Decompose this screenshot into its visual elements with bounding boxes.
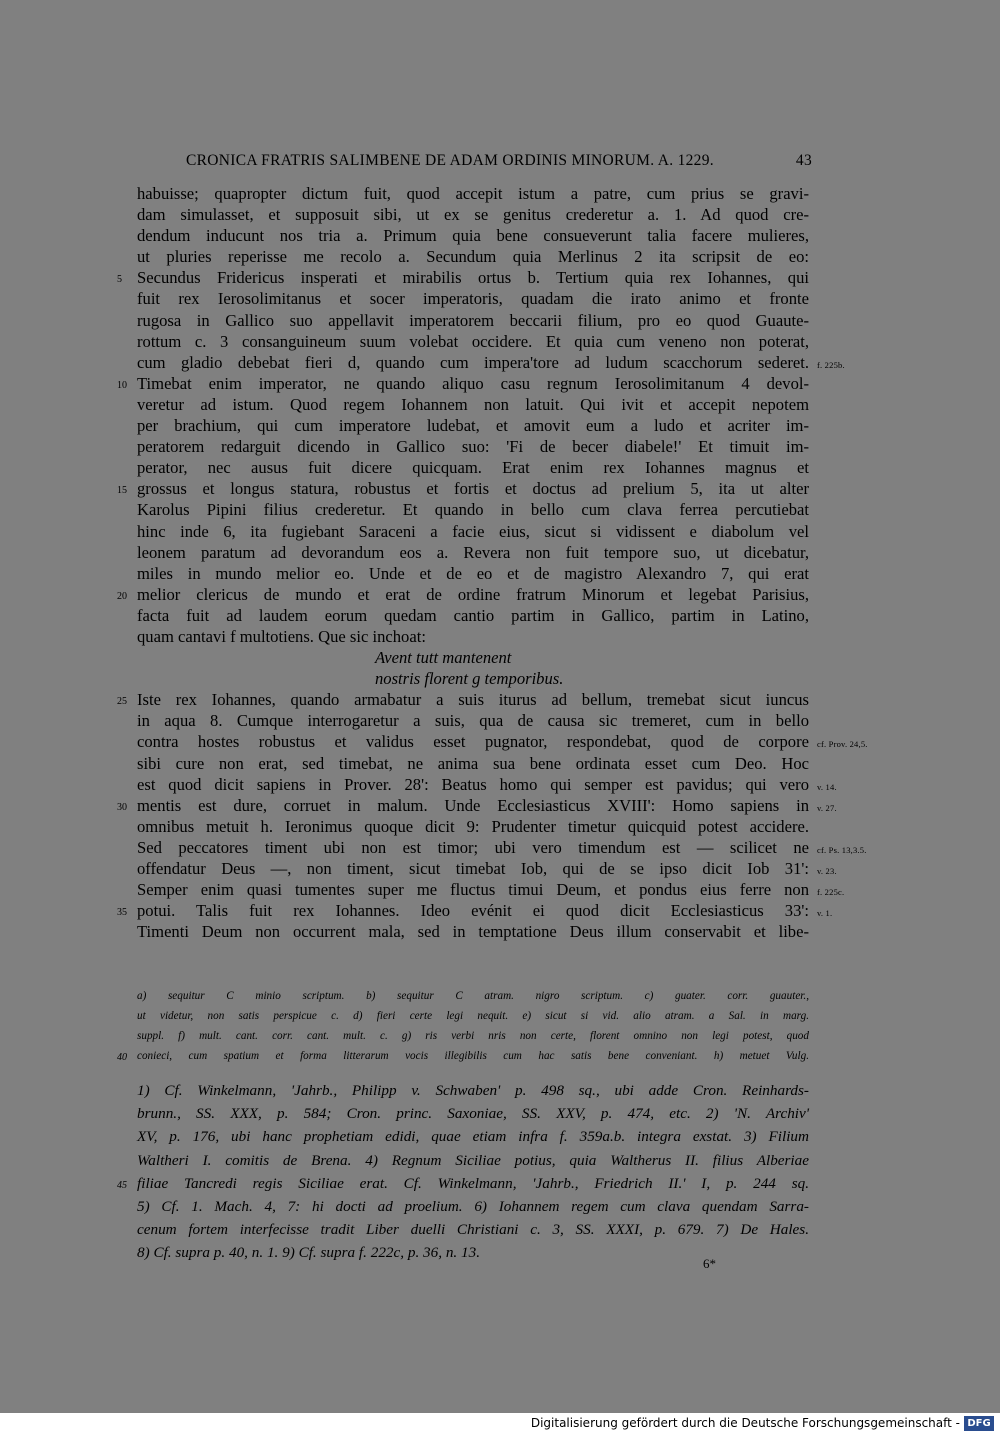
apparatus-line [137, 1006, 809, 1026]
text-line [137, 183, 809, 204]
text-line-text: Secundus Fridericus insperati et mirabilis ortus b. Tertium quia rex Iohannes, qui [137, 268, 809, 288]
note-line-text: XV, p. 176, ubi hanc prophetiam edidi, quae etiam infra f. 359a.b. integra exstat. 3) Filium [137, 1128, 809, 1146]
text-line [117, 795, 837, 816]
note-line-text: filiae Tancredi regis Siciliae erat. Cf. Winkelmann, 'Jahrb., Friedrich II.' I, p. 244 sq. [137, 1174, 809, 1192]
text-line-text: perator, nec ausus fuit dicere quicquam. Erat enim rex Iohannes magnus et [137, 458, 809, 478]
text-line-text: sibi cure non erat, sed timebat, ne anima sua bene ordinata esset cum Deo. Hoc [137, 753, 809, 773]
text-line [117, 478, 809, 499]
text-line [137, 710, 809, 731]
text-line-text: contra hostes robustus et validus esset pugnator, respondebat, quod de corpore [137, 732, 809, 752]
note-line-text: 5) Cf. 1. Mach. 4, 7: hi docti ad proelium. 6) Iohannem regem cum clava quendam Sarra- [137, 1198, 809, 1216]
text-line-text: melior clericus de mundo et erat de ordine fratrum Minorum et legebat Parisius, [137, 584, 809, 604]
marginal-note: f. 225b. [817, 359, 845, 370]
running-title: CRONICA FRATRIS SALIMBENE DE ADAM ORDINIS MINORUM. A. 1229. [186, 152, 714, 169]
text-line [117, 267, 809, 288]
text-line [137, 858, 837, 879]
text-line [137, 647, 809, 668]
dfg-logo: DFG [964, 1416, 994, 1431]
text-line [137, 394, 809, 415]
text-line-text: Timenti Deum non occurrent mala, sed in temptatione Deus illum conservabit et libe- [137, 922, 809, 942]
text-line-text: Avent tutt mantenent [375, 648, 512, 668]
text-line [137, 457, 809, 478]
note-line [137, 1102, 809, 1125]
main-text [117, 183, 868, 942]
text-line-text: facta fuit ad laudem eorum quedam cantio partim in Gallico, partim in Latino, [137, 605, 809, 625]
text-line [137, 542, 809, 563]
line-number: 5 [117, 274, 122, 286]
line-number: 40 [117, 1052, 127, 1063]
text-line [117, 689, 809, 710]
text-line-text: ut pluries reperisse me recolo a. Secundum quia Merlinus 2 ita scripsit de eo: [137, 247, 809, 267]
text-line [137, 563, 809, 584]
marginal-note: v. 23. [817, 866, 837, 876]
footer-credit: Digitalisierung gefördert durch die Deutsche Forschungsgemeinschaft - [530, 1416, 960, 1430]
apparatus-line [137, 1026, 809, 1046]
apparatus-line [137, 986, 809, 1006]
marginal-note: v. 27. [817, 802, 837, 813]
marginal-note: v. 1. [817, 908, 833, 919]
note-line-text: 8) Cf. supra p. 40, n. 1. 9) Cf. supra f. 222c, p. 36, n. 13. [137, 1244, 480, 1262]
text-line-text: mentis est dure, corruet in malum. Unde Ecclesiasticus XVIII': Homo sapiens in [137, 795, 809, 815]
text-line [137, 837, 867, 858]
text-line [137, 521, 809, 542]
note-line [117, 1172, 809, 1195]
text-line-text: potui. Talis fuit rex Iohannes. Ideo evénit ei quod dicit Ecclesiasticus 33': [137, 901, 809, 921]
text-line-text: grossus et longus statura, robustus et fortis et doctus ad prelium 5, ita ut alter [137, 479, 809, 499]
note-line [137, 1218, 809, 1241]
running-header [186, 152, 812, 170]
marginal-note: cf. Prov. 24,5. [817, 739, 868, 750]
text-line-text: dendum inducunt nos tria a. Primum quia bene consueverunt talia facere mulieres, [137, 226, 809, 246]
text-line-text: omnibus metuit h. Ieronimus quoque dicit 9: Prudenter timetur quicquid potest accidere. [137, 816, 809, 836]
text-line [117, 584, 809, 605]
text-line-text: Timebat enim imperator, ne quando aliquo casu regnum Ierosolimitanum 4 devol- [137, 373, 809, 393]
text-line-text: veretur ad istum. Quod regem Iohannem non latuit. Qui ivit et accepit nepotem [137, 394, 809, 414]
text-line-text: rugosa in Gallico suo appellavit imperatorem beccarii filium, pro eo quod Guaute- [137, 310, 809, 330]
text-line [137, 436, 809, 457]
signature-mark: 6* [703, 1256, 716, 1271]
footer-bar [0, 1413, 1000, 1434]
note-line [137, 1149, 809, 1172]
line-number: 15 [117, 485, 127, 497]
page-number: 43 [795, 152, 812, 169]
text-line [117, 373, 809, 394]
text-line [137, 288, 809, 309]
apparatus-line-text: suppl. f) mult. cant. corr. cant. mult. c. g) ris verbi nris non certe, florent omnino non legi potest, quod [137, 1030, 809, 1042]
note-line [137, 1079, 809, 1102]
line-number: 10 [117, 379, 127, 391]
text-line [137, 310, 809, 331]
text-line [117, 900, 833, 921]
note-line-text: 1) Cf. Winkelmann, 'Jahrb., Philipp v. Schwaben' p. 498 sq., ubi adde Cron. Reinhards- [137, 1082, 809, 1099]
text-line [137, 225, 809, 246]
note-line-text: brunn., SS. XXX, p. 584; Cron. princ. Saxoniae, SS. XXV, p. 474, etc. 2) 'N. Archiv' [137, 1105, 809, 1123]
line-number: 20 [117, 590, 127, 602]
text-line [137, 668, 809, 689]
text-line [137, 605, 809, 626]
text-line-text: Semper enim quasi tumentes super me fluctus timui Deum, et pondus eius ferre non [137, 880, 809, 900]
text-line [137, 499, 809, 520]
text-line [137, 774, 837, 795]
text-line-text: quam cantavi f multotiens. Que sic inchoat: [137, 626, 426, 646]
text-line-text: offendatur Deus —, non timent, sicut timebat Iob, qui de se ipso dicit Iob 31': [137, 859, 809, 878]
text-line-text: peratorem redarguit dicendo in Gallico suo: 'Fi de becer diabele!' Et timuit im- [137, 437, 809, 457]
text-line [137, 204, 809, 225]
note-line [137, 1125, 809, 1148]
line-number: 45 [117, 1179, 127, 1191]
marginal-note: v. 14. [817, 781, 837, 792]
text-line [137, 246, 809, 267]
text-line [137, 626, 809, 647]
text-line-text: rottum c. 3 consanguineum suum volebat occidere. Et quia cum veneno non poterat, [137, 331, 809, 351]
text-line [137, 415, 809, 436]
text-line [137, 753, 809, 774]
text-line-text: cum gladio debebat fieri d, quando cum impera'tore ad ludum scacchorum sederet. [137, 352, 809, 372]
text-line [137, 816, 809, 837]
text-line-text: est quod dicit sapiens in Prover. 28': Beatus homo qui semper est pavidus; qui vero [137, 774, 809, 794]
apparatus-line-text: conieci, cum spatium et forma litterarum vocis illegibilis cum hac satis bene conveniant. h) metuet Vulg. [137, 1050, 809, 1062]
marginal-note: cf. Ps. 13,3.5. [817, 844, 867, 855]
apparatus-line [117, 1046, 809, 1066]
text-line-text: fuit rex Ierosolimitanus et socer imperatoris, quadam die irato animo et fronte [137, 289, 809, 309]
text-line [137, 921, 809, 942]
text-line [137, 731, 868, 752]
apparatus-line-text: ut videtur, non satis perspicue c. d) fieri certe legi nequit. e) sicut si vid. alio atram. a Sal. in marg. [137, 1010, 809, 1022]
text-line-text: miles in mundo melior eo. Unde et de eo et de magistro Alexandro 7, qui erat [137, 563, 809, 583]
text-line-text: Karolus Pipini filius crederetur. Et quando in bello cum clava ferrea percutiebat [137, 500, 809, 520]
text-line-text: Iste rex Iohannes, quando armabatur a suis iturus ad bellum, tremebat sicut iuncus [137, 690, 809, 710]
critical-apparatus [117, 986, 809, 1066]
line-number: 35 [117, 907, 127, 919]
line-number: 25 [117, 696, 127, 708]
text-line [137, 879, 845, 900]
text-line-text: hinc inde 6, ita fugiebant Saraceni a facie eius, sicut si vidissent e diabolum vel [137, 521, 809, 541]
note-line [137, 1195, 809, 1218]
line-number: 30 [117, 801, 127, 813]
text-line-text: in aqua 8. Cumque interrogaretur a suis, qua de causa sic tremeret, cum in bello [137, 711, 809, 731]
text-line-text: dam simulasset, et supposuit sibi, ut ex se genitus crederetur a. 1. Ad quod cre- [137, 205, 809, 225]
text-line-text: habuisse; quapropter dictum fuit, quod accepit istum a patre, cum prius se gravi- [137, 184, 809, 203]
footnotes [117, 1079, 809, 1265]
text-line-text: nostris florent g temporibus. [375, 669, 564, 689]
note-line-text: Waltheri I. comitis de Brena. 4) Regnum Siciliae potius, quia Waltherus II. filius Alberiae [137, 1151, 809, 1169]
note-line-text: cenum fortem interfecisse tradit Liber duelli Christiani c. 3, SS. XXXI, p. 679. 7) De Hales. [137, 1221, 809, 1239]
text-line [137, 352, 845, 373]
text-line [137, 331, 809, 352]
marginal-note: f. 225c. [817, 887, 845, 898]
text-line-text: Sed peccatores timent ubi non est timor; ubi vero timendum est — scilicet ne [137, 837, 809, 857]
text-line-text: leonem paratum ad devorandum eos a. Revera non fuit tempore suo, ut dicebatur, [137, 542, 809, 562]
apparatus-line-text: a) sequitur C minio scriptum. b) sequitur C atram. nigro scriptum. c) guater. corr. guauter., [137, 990, 809, 1002]
text-line-text: per brachium, qui cum imperatore ludebat, et amovit eum a ludo et acriter im- [137, 416, 809, 436]
